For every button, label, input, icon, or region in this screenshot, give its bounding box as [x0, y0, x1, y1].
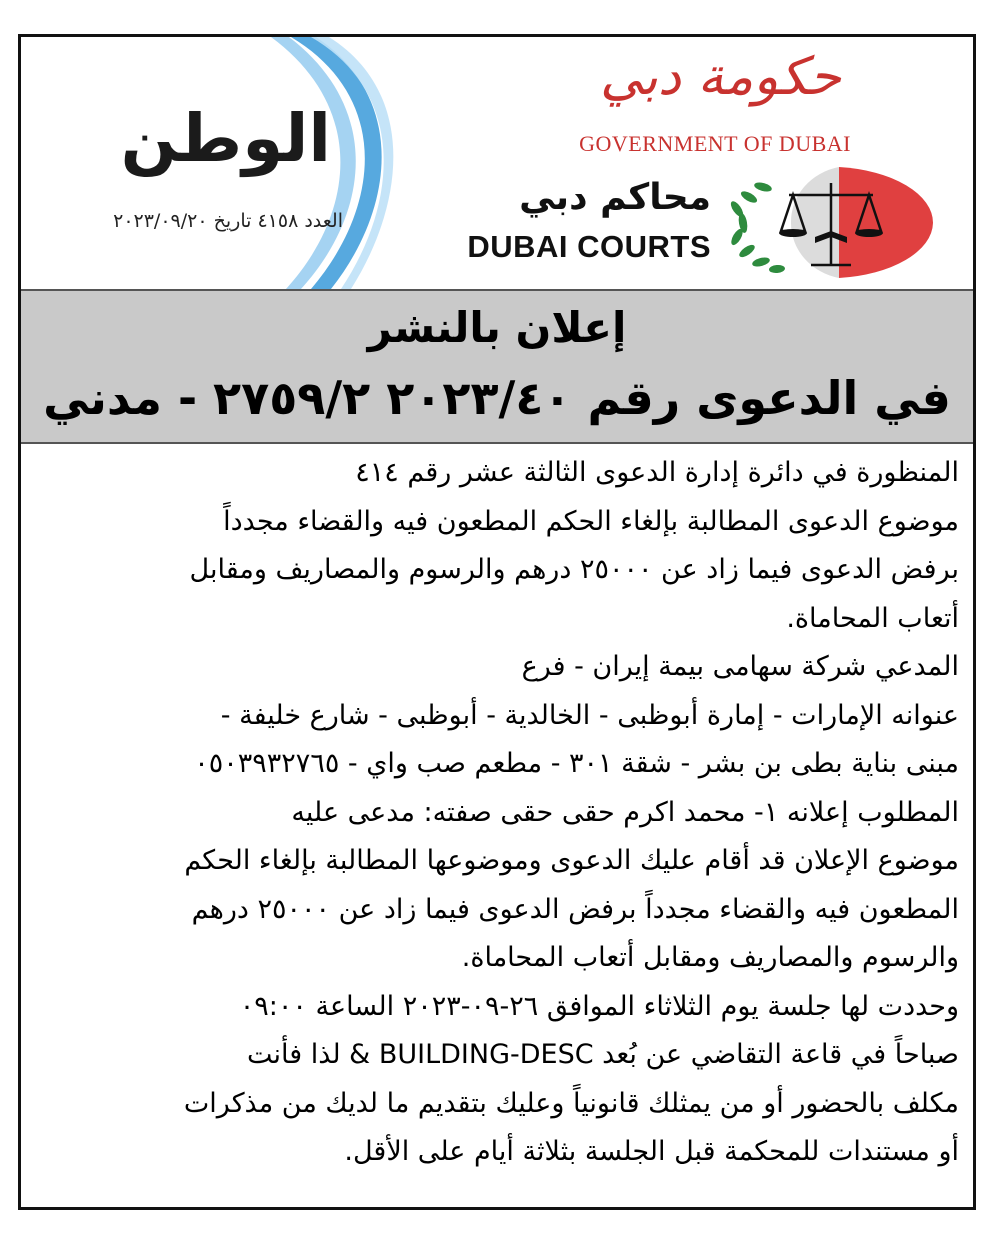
- body-line: أو مستندات للمحكمة قبل الجلسة بثلاثة أيام على الأقل.: [344, 1136, 959, 1167]
- body-line: مكلف بالحضور أو من يمثلك قانونياً وعليك بتقديم ما لديك من مذكرات: [183, 1087, 959, 1119]
- body-line: المنظورة في دائرة إدارة الدعوى الثالثة عشر رقم ٤١٤: [355, 457, 959, 488]
- government-name-en: GOVERNMENT OF DUBAI: [579, 131, 851, 156]
- body-line: مبنى بناية بطى بن بشر - شقة ٣٠١ - مطعم صب واي - ٠٥٠٣٩٣٢٧٦٥: [194, 748, 959, 779]
- notice-title-band: [21, 289, 973, 444]
- notice-frame: [18, 34, 976, 1210]
- newspaper-logo-block: [41, 92, 351, 262]
- body-line: برفض الدعوى فيما زاد عن ٢٥٠٠٠ درهم والرسوم والمصاريف ومقابل: [189, 554, 959, 585]
- body-line: المدعي شركة سهامى بيمة إيران - فرع: [521, 651, 959, 682]
- courts-logo-block: [441, 177, 711, 272]
- body-line: موضوع الدعوى المطالبة بإلغاء الحكم المطعون فيه والقضاء مجدداً: [223, 505, 959, 537]
- notice-body: [35, 449, 959, 1177]
- body-line: المطلوب إعلانه ١- محمد اكرم حقى حقى صفته: مدعى عليه: [291, 796, 959, 828]
- courts-name-en: DUBAI COURTS: [467, 229, 711, 264]
- notice-header: [21, 37, 973, 289]
- body-line: عنوانه الإمارات - إمارة أبوظبى - الخالدية - أبوظبى - شارع خليفة -: [220, 699, 959, 731]
- scales-of-justice-icon: [721, 165, 936, 280]
- body-line: والرسوم والمصاريف ومقابل أتعاب المحاماة.: [461, 942, 959, 973]
- body-line: صباحاً في قاعة التقاضي عن بُعد BUILDING-DESC & لذا فأنت: [246, 1039, 959, 1070]
- body-line: موضوع الإعلان قد أقام عليك الدعوى وموضوعها المطالبة بإلغاء الحكم: [184, 845, 959, 876]
- government-logo-block: [531, 47, 861, 162]
- body-line: وحددت لها جلسة يوم الثلاثاء الموافق ٢٦-٠٩-٢٠٢٣ الساعة ٠٩:٠٠: [239, 990, 959, 1022]
- issue-line: العدد ٤١٥٨ تاريخ ٢٠٢٣/٠٩/٢٠: [113, 210, 343, 232]
- notice-title: إعلان بالنشر: [367, 303, 627, 352]
- courts-name-ar: محاكم دبي: [519, 177, 711, 218]
- case-number-title: في الدعوى رقم ٢٠٢٣/٤٠ ٢٧٥٩/٢ - مدني: [43, 371, 951, 425]
- government-name-ar: حكومة دبي: [600, 47, 841, 107]
- body-line: أتعاب المحاماة.: [786, 602, 959, 634]
- body-line: المطعون فيه والقضاء مجدداً برفض الدعوى فيما زاد عن ٢٥٠٠٠ درهم: [191, 893, 959, 925]
- newspaper-name: الوطن: [120, 100, 331, 177]
